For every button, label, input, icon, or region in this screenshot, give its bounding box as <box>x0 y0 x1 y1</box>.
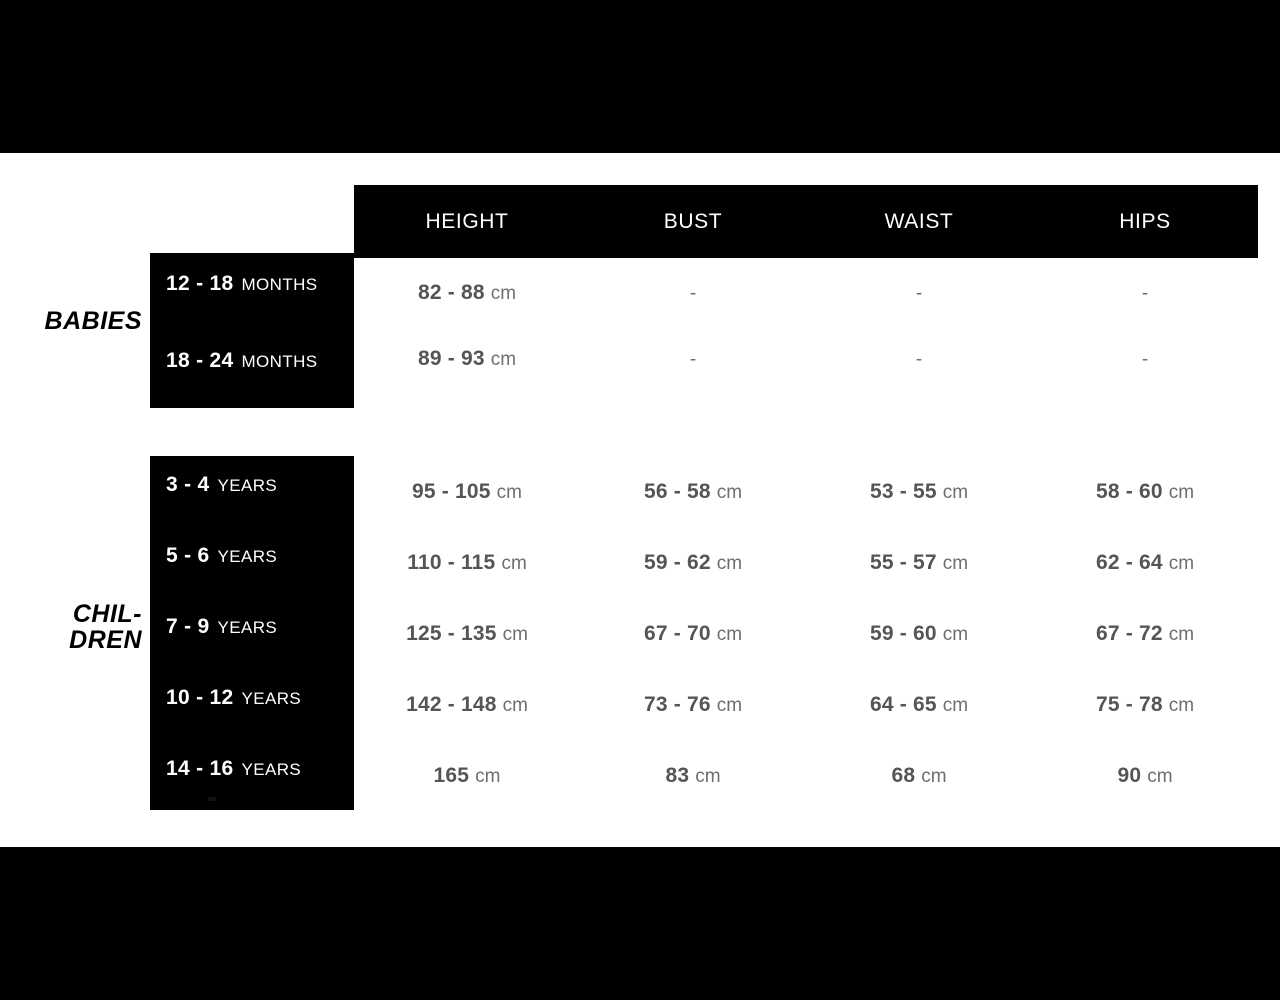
cell-waist <box>806 693 1032 717</box>
cell-height <box>354 693 580 717</box>
age-label-row <box>150 544 354 568</box>
cell-bust <box>580 764 806 788</box>
size-chart-sheet <box>0 153 1280 847</box>
value: 68 <box>891 764 916 787</box>
value: 59 - 60 <box>869 622 937 645</box>
age-label-block-children <box>150 456 354 810</box>
cell-height <box>354 281 580 305</box>
cell-waist <box>806 764 1032 788</box>
table-row <box>354 347 1258 371</box>
age-label-row <box>150 272 354 296</box>
value: 165 <box>433 764 470 787</box>
value: 110 - 115 <box>407 551 496 574</box>
value: 90 <box>1117 764 1142 787</box>
cell-height <box>354 622 580 646</box>
unit: cm <box>716 553 743 574</box>
column-header-height: HEIGHT <box>425 209 509 233</box>
age-range: 12 - 18 <box>166 272 234 295</box>
cell-hips <box>1032 693 1258 717</box>
table-row <box>354 764 1258 788</box>
value: - <box>689 283 697 304</box>
cell-waist <box>806 480 1032 504</box>
table-row <box>354 281 1258 305</box>
age-range: 14 - 16 <box>166 757 234 780</box>
value: 75 - 78 <box>1095 693 1163 716</box>
print-mark <box>208 797 216 801</box>
value: 53 - 55 <box>869 480 937 503</box>
column-header-waist: WAIST <box>884 209 954 233</box>
age-unit: MONTHS <box>241 352 318 371</box>
cell-hips <box>1032 480 1258 504</box>
value: 64 - 65 <box>869 693 937 716</box>
unit: cm <box>716 695 743 716</box>
unit: cm <box>502 624 528 645</box>
value: 73 - 76 <box>643 693 711 716</box>
value: 55 - 57 <box>869 551 937 574</box>
value: - <box>1141 283 1149 304</box>
unit: cm <box>475 766 501 787</box>
unit: cm <box>942 624 969 645</box>
value: 59 - 62 <box>643 551 711 574</box>
cell-bust <box>580 622 806 646</box>
cell-height <box>354 347 580 371</box>
value: 58 - 60 <box>1095 480 1163 503</box>
cell-waist <box>806 283 1032 305</box>
unit: cm <box>490 349 517 370</box>
value: - <box>915 283 923 304</box>
cell-bust <box>580 693 806 717</box>
table-header-row <box>354 185 1258 258</box>
cell-hips <box>1032 551 1258 575</box>
column-header-hips: HIPS <box>1119 209 1171 233</box>
age-label-row <box>150 615 354 639</box>
age-unit: YEARS <box>217 618 278 637</box>
unit: cm <box>942 553 969 574</box>
cell-waist <box>806 551 1032 575</box>
table-row <box>354 622 1258 646</box>
unit: cm <box>1168 624 1195 645</box>
group-title-babies: BABIES <box>44 307 142 335</box>
age-range: 10 - 12 <box>166 686 234 709</box>
value: 67 - 72 <box>1095 622 1163 645</box>
age-label-row <box>150 349 354 373</box>
age-label-block-babies <box>150 253 354 408</box>
cell-bust <box>580 349 806 371</box>
cell-waist <box>806 349 1032 371</box>
age-label-row <box>150 473 354 497</box>
age-unit: YEARS <box>217 547 278 566</box>
cell-bust <box>580 551 806 575</box>
cell-height <box>354 764 580 788</box>
cell-hips <box>1032 283 1258 305</box>
cell-bust <box>580 283 806 305</box>
cell-waist <box>806 622 1032 646</box>
unit: cm <box>1168 695 1195 716</box>
table-row <box>354 693 1258 717</box>
cell-height <box>354 551 580 575</box>
unit: cm <box>1168 553 1195 574</box>
age-unit: YEARS <box>241 689 302 708</box>
age-unit: YEARS <box>217 476 278 495</box>
value: - <box>915 349 923 370</box>
cell-hips <box>1032 349 1258 371</box>
unit: cm <box>501 553 527 574</box>
value: 56 - 58 <box>643 480 711 503</box>
unit: cm <box>502 695 528 716</box>
value: - <box>1141 349 1149 370</box>
unit: cm <box>921 766 947 787</box>
unit: cm <box>942 482 969 503</box>
value: 82 - 88 <box>417 281 485 304</box>
cell-hips <box>1032 622 1258 646</box>
value: 95 - 105 <box>412 480 491 503</box>
value: 67 - 70 <box>643 622 711 645</box>
table-row <box>354 551 1258 575</box>
group-title-children <box>0 601 142 654</box>
unit: cm <box>716 482 743 503</box>
unit: cm <box>496 482 522 503</box>
unit: cm <box>695 766 721 787</box>
cell-height <box>354 480 580 504</box>
age-unit: MONTHS <box>241 275 318 294</box>
unit: cm <box>942 695 969 716</box>
unit: cm <box>1147 766 1173 787</box>
unit: cm <box>716 624 743 645</box>
value: 62 - 64 <box>1095 551 1163 574</box>
age-label-row <box>150 757 354 781</box>
cell-bust <box>580 480 806 504</box>
value: 89 - 93 <box>417 347 485 370</box>
column-header-bust: BUST <box>663 209 723 233</box>
value: 142 - 148 <box>406 693 497 716</box>
value: 83 <box>665 764 690 787</box>
age-range: 18 - 24 <box>166 349 234 372</box>
group-title-line-2: DREN <box>69 626 142 655</box>
cell-hips <box>1032 764 1258 788</box>
age-label-row <box>150 686 354 710</box>
age-range: 5 - 6 <box>166 544 210 567</box>
age-unit: YEARS <box>241 760 302 779</box>
age-range: 3 - 4 <box>166 473 210 496</box>
unit: cm <box>1168 482 1195 503</box>
table-row <box>354 480 1258 504</box>
unit: cm <box>490 283 517 304</box>
value: 125 - 135 <box>406 622 497 645</box>
age-range: 7 - 9 <box>166 615 210 638</box>
value: - <box>689 349 697 370</box>
group-title-line-1: CHIL- <box>72 600 142 628</box>
